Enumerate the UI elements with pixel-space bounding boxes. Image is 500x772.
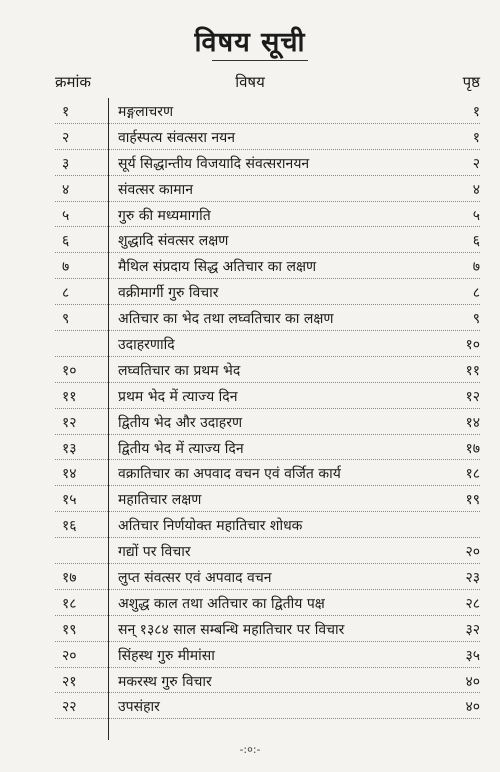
table-row: [0, 538, 500, 564]
page-title: विषय सूची: [194, 27, 306, 58]
subject-text: संवत्सर कामान: [118, 181, 194, 198]
subject-text: अशुद्ध काल तथा अतिचार का द्वितीय पक्ष: [118, 595, 325, 612]
page-number: १: [472, 129, 480, 146]
page-number: ४०: [465, 699, 480, 716]
subject-text: मङ्गलाचरण: [118, 104, 174, 120]
page-number: १४: [465, 414, 480, 431]
subject-text: सिंहस्थ गुरु मीमांसा: [118, 647, 215, 664]
subject-text: लुप्त संवत्सर एवं अपवाद वचन: [118, 570, 272, 587]
serial-number: २०: [62, 647, 77, 664]
table-row: [0, 150, 500, 176]
serial-number: १६: [62, 518, 77, 535]
table-row: [0, 253, 500, 279]
table-row: [0, 616, 500, 642]
subject-text: प्रथम भेद में त्याज्य दिन: [118, 388, 238, 405]
serial-number: १०: [62, 362, 77, 379]
table-row: [0, 693, 500, 719]
serial-number: १३: [62, 440, 77, 457]
subject-text: शुद्धादि संवत्सर लक्षण: [118, 233, 229, 250]
table-row: [0, 202, 500, 228]
subject-text: महातिचार लक्षण: [118, 492, 202, 509]
subject-text: गुरु की मध्यमागति: [118, 207, 211, 224]
serial-number: ४: [62, 181, 70, 198]
title-underline: [212, 60, 308, 61]
subject-text: सूर्य सिद्धान्तीय विजयादि संवत्सरानयन: [118, 155, 310, 172]
page-footer: -:०:-: [239, 743, 261, 756]
serial-number: ८: [62, 285, 70, 302]
page-number: २: [472, 155, 480, 172]
serial-number: १४: [62, 466, 77, 483]
serial-number: ९: [62, 311, 70, 328]
table-row: [0, 512, 500, 538]
table-row: [0, 357, 500, 383]
serial-number: ११: [62, 388, 77, 405]
table-row: [0, 98, 500, 124]
page-number: २३: [465, 570, 480, 587]
table-row: [0, 383, 500, 409]
serial-number: २१: [62, 673, 77, 690]
subject-text: अतिचार का भेद तथा लघ्वतिचार का लक्षण: [118, 311, 334, 328]
subject-text: लघ्वतिचार का प्रथम भेद: [118, 362, 241, 379]
page-number: ७: [472, 259, 480, 276]
table-row: [0, 279, 500, 305]
subject-text: वार्हस्पत्य संवत्सरा नयन: [118, 129, 236, 146]
page-number: १०: [465, 337, 480, 354]
row-divider: [55, 718, 480, 719]
page-number: ३२: [465, 621, 480, 638]
page-number: २०: [465, 544, 480, 561]
subject-text: अतिचार निर्णयोक्त महातिचार शोधक: [118, 518, 303, 535]
table-row: [0, 564, 500, 590]
table-row: [0, 590, 500, 616]
page-number: ११: [465, 362, 480, 379]
subject-text: उदाहरणादि: [118, 337, 175, 354]
page-number: ५: [472, 207, 480, 224]
subject-text: मैथिल संप्रदाय सिद्ध अतिचार का लक्षण: [118, 259, 317, 276]
page-number: १८: [465, 466, 480, 483]
table-row: [0, 668, 500, 694]
subject-text: मकरस्थ गुरु विचार: [118, 673, 212, 690]
serial-number: ३: [62, 155, 70, 172]
page-number: ४: [472, 181, 480, 198]
subject-text: वक्रीमार्गी गुरु विचार: [118, 285, 219, 302]
table-row: [0, 409, 500, 435]
table-row: [0, 124, 500, 150]
page-number: १७: [465, 440, 480, 457]
table-row: [0, 176, 500, 202]
serial-number: २: [62, 129, 70, 146]
header-serial-number: क्रमांक: [55, 73, 91, 91]
serial-number: १२: [62, 414, 77, 431]
serial-number: ५: [62, 207, 70, 224]
serial-number: १८: [62, 595, 77, 612]
subject-text: गद्यों पर विचार: [118, 544, 191, 561]
page-number: १९: [465, 492, 480, 509]
subject-text: सन् १३८४ साल सम्बन्धि महातिचार पर विचार: [118, 621, 345, 638]
page-number: १२: [465, 388, 480, 405]
serial-number: १७: [62, 570, 77, 587]
toc-table: [0, 98, 500, 719]
serial-number: १९: [62, 621, 77, 638]
serial-number: १५: [62, 492, 77, 509]
page-number: ९: [472, 311, 480, 328]
serial-number: ६: [62, 233, 70, 250]
table-row: [0, 435, 500, 461]
table-row: [0, 642, 500, 668]
page-number: ६: [472, 233, 480, 250]
subject-text: उपसंहार: [118, 699, 160, 716]
table-row: [0, 305, 500, 331]
subject-text: द्वितीय भेद में त्याज्य दिन: [118, 440, 244, 457]
page-number: २८: [465, 595, 480, 612]
subject-text: द्वितीय भेद और उदाहरण: [118, 414, 243, 431]
header-page: पृष्ठ: [462, 73, 480, 91]
serial-number: २२: [62, 699, 77, 716]
page-number: ३५: [465, 647, 480, 664]
subject-text: वक्रातिचार का अपवाद वचन एवं वर्जित कार्य: [118, 466, 341, 483]
table-header: [0, 72, 500, 98]
serial-number: ७: [62, 259, 70, 276]
table-row: [0, 460, 500, 486]
page-number: ४०: [465, 673, 480, 690]
table-row: [0, 227, 500, 253]
header-subject: विषय: [235, 73, 265, 91]
page-number: १: [472, 104, 480, 120]
table-row: [0, 486, 500, 512]
page-number: ८: [472, 285, 480, 302]
table-row: [0, 331, 500, 357]
serial-number: १: [62, 104, 70, 120]
